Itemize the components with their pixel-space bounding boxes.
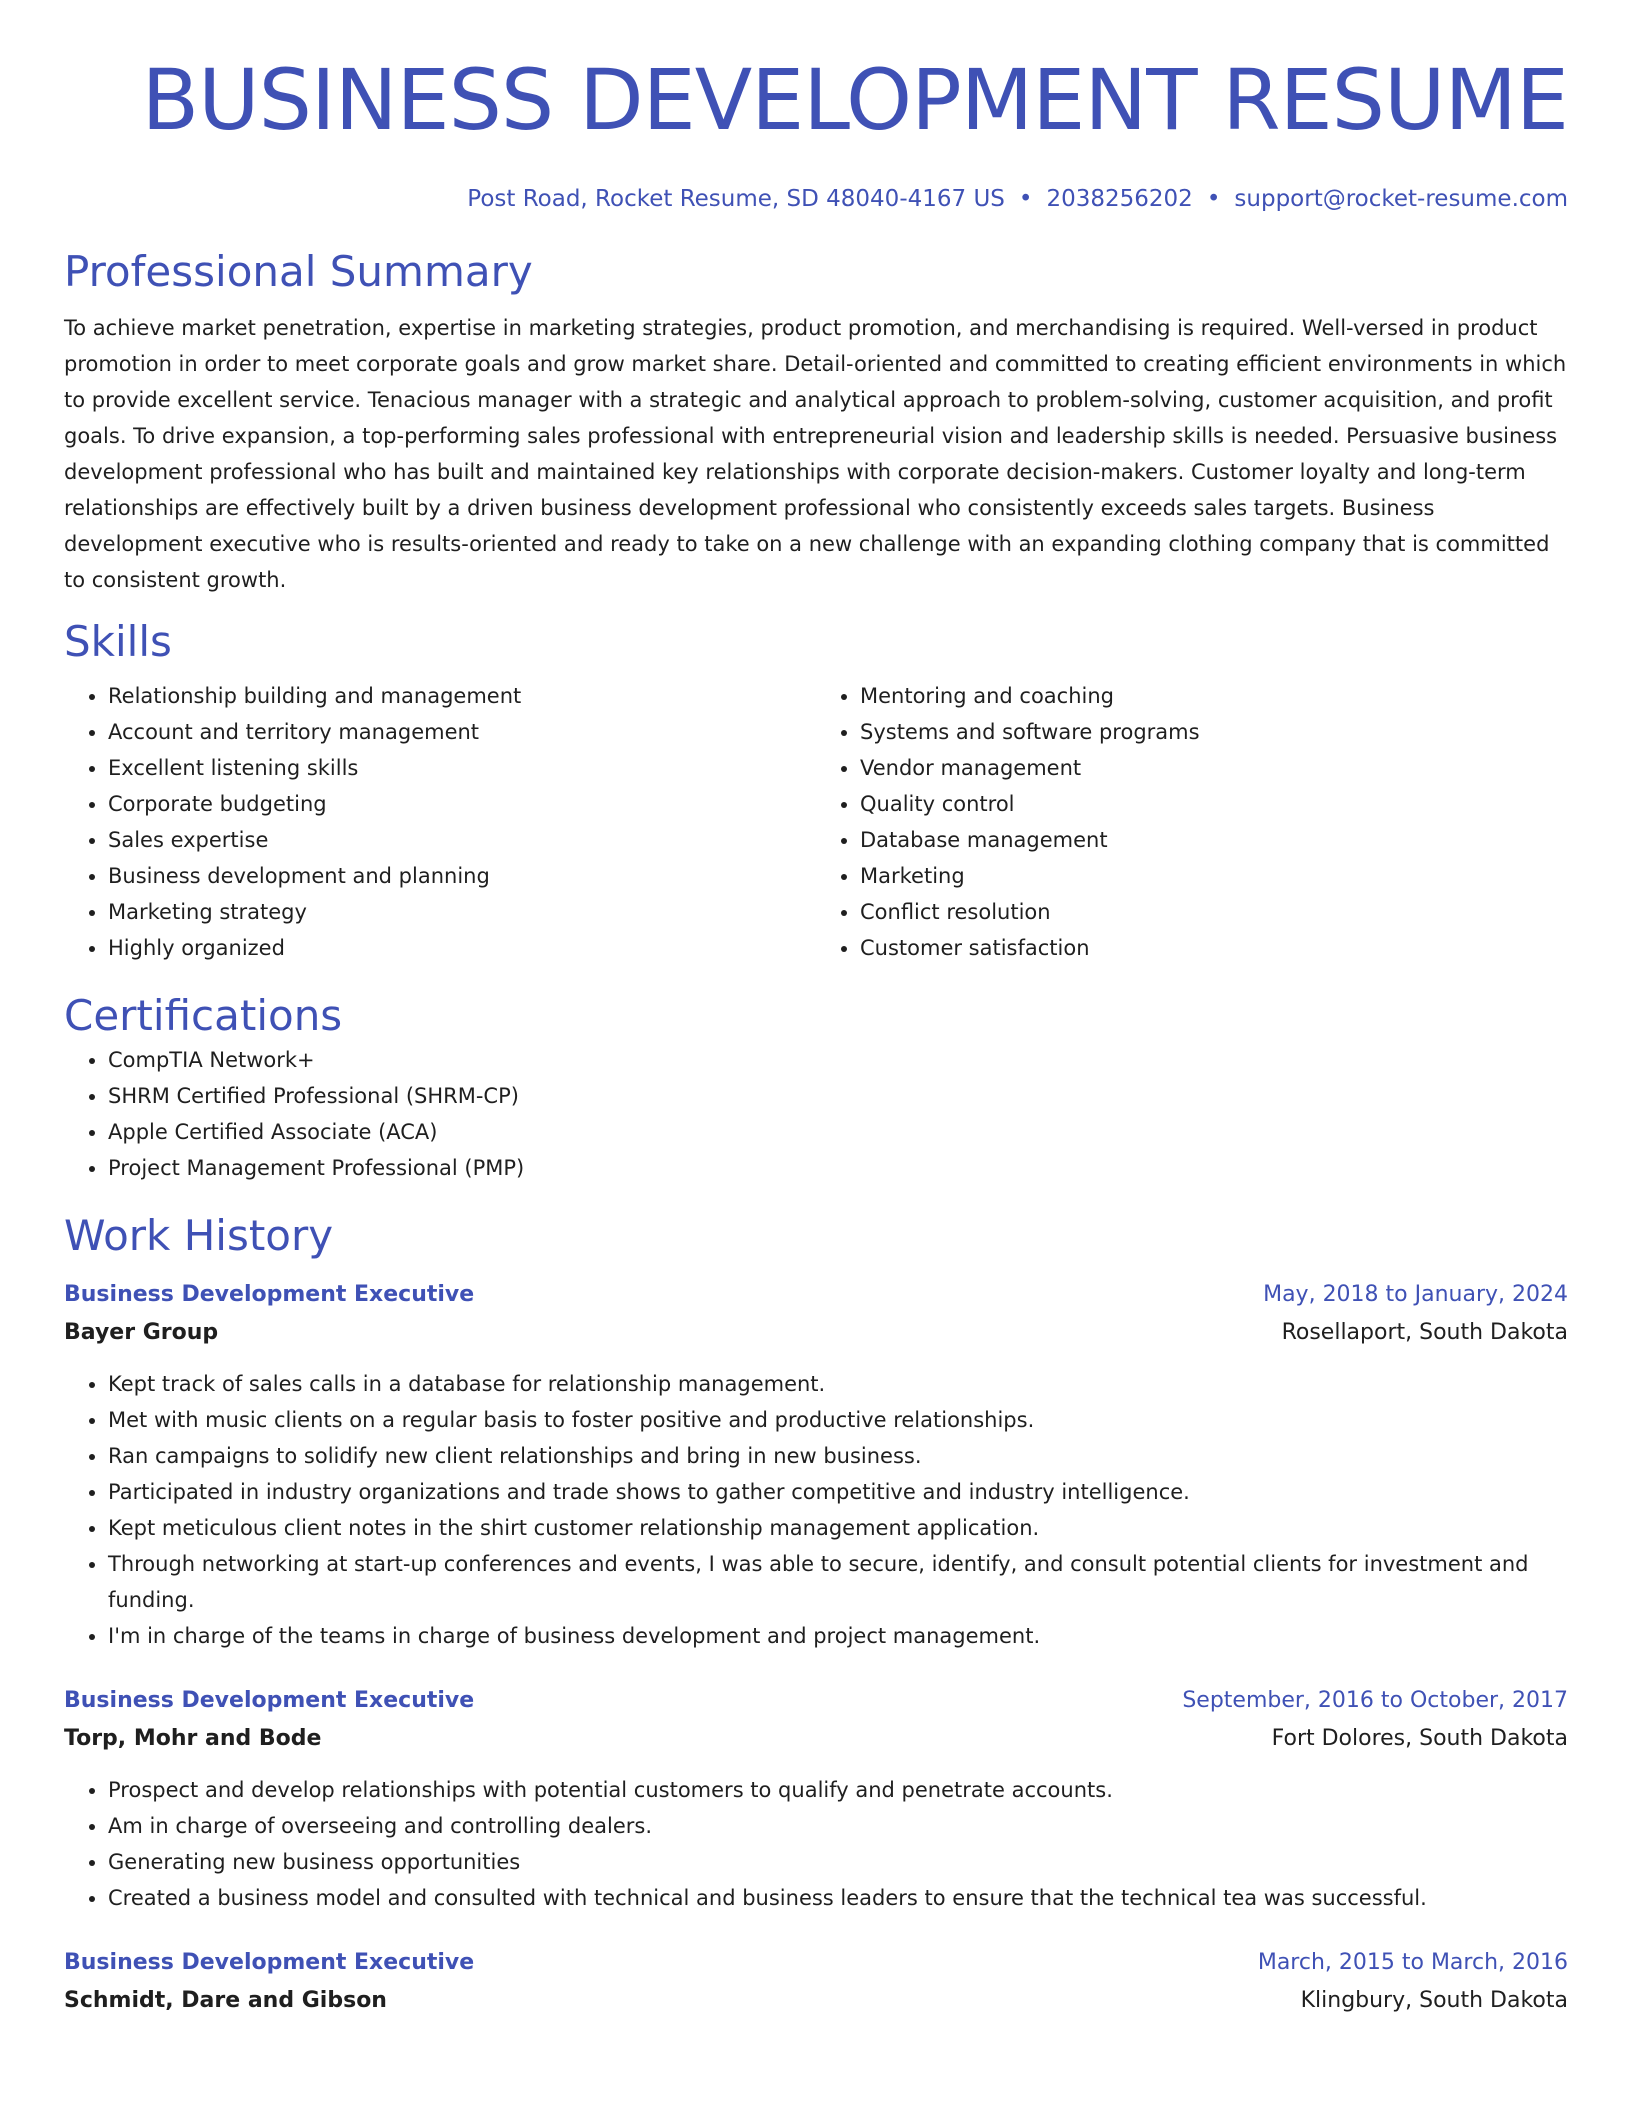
skill-item: • Mentoring and coaching — [860, 678, 1568, 714]
skill-item: • Excellent listening skills — [108, 750, 816, 786]
job-dates: May, 2018 to January, 2024 — [1263, 1282, 1568, 1307]
skill-item: • Account and territory management — [108, 714, 816, 750]
job-duty-item: • Participated in industry organizations and trade shows to gather competitive and industry intelligence. — [108, 1474, 1568, 1510]
summary-paragraph: To achieve market penetration, expertise in marketing strategies, product promotion, and merchandising is required. Well-versed in product promotion in order to meet corporate goals and grow market share. Detail-oriented and committed to creating efficient environments in which to provide excellent service. Tenacious manager with a strategic and analytical approach to problem-solving, customer acquisition, and profit goals. To drive expansion, a top-performing sales professional with entrepreneurial vision and leadership skills is needed. Persuasive business development professional who has built and maintained key relationships with corporate decision-makers. Customer loyalty and long-term relationships are effectively built by a driven business development professional who consistently exceeds sales targets. Business development executive who is results-oriented and ready to take on a new challenge with an expanding clothing company that is committed to consistent growth. — [64, 316, 1567, 592]
contact-separator: • — [1018, 186, 1033, 212]
job-entry — [64, 1276, 1568, 1654]
skills-list-right — [816, 678, 1568, 966]
job-duty-item: • Ran campaigns to solidify new client relationships and bring in new business. — [108, 1438, 1568, 1474]
job-entry — [64, 1682, 1568, 1916]
email-link[interactable]: support@rocket-resume.com — [1234, 186, 1568, 212]
phone-text: 2038256202 — [1046, 186, 1193, 212]
job-duty-item: • Am in charge of overseeing and controlling dealers. — [108, 1808, 1568, 1844]
job-duty-item: • I'm in charge of the teams in charge of business development and project management. — [108, 1618, 1568, 1654]
job-header-row — [64, 1944, 1568, 1982]
skill-item: • Business development and planning — [108, 858, 816, 894]
address-text: Post Road, Rocket Resume, SD 48040-4167 US — [467, 186, 1005, 212]
job-duty-item: • Created a business model and consulted with technical and business leaders to ensure that the technical tea was successful. — [108, 1880, 1568, 1916]
contact-line — [64, 184, 1568, 214]
job-duty-item: • Kept meticulous client notes in the shirt customer relationship management application. — [108, 1510, 1568, 1546]
skill-item: • Corporate budgeting — [108, 786, 816, 822]
skill-item: • Vendor management — [860, 750, 1568, 786]
contact-separator: • — [1206, 186, 1221, 212]
job-entry — [64, 1944, 1568, 2020]
job-title: Business Development Executive — [64, 1950, 475, 1975]
skill-item: • Sales expertise — [108, 822, 816, 858]
job-header-row — [64, 1276, 1568, 1314]
skill-item: • Highly organized — [108, 930, 816, 966]
skill-item: • Quality control — [860, 786, 1568, 822]
job-company: Bayer Group — [64, 1320, 219, 1345]
skills-section — [64, 616, 1568, 966]
job-company-row — [64, 1720, 1568, 1758]
job-title: Business Development Executive — [64, 1282, 475, 1307]
certifications-heading: Certifications — [64, 991, 343, 1040]
job-dates: September, 2016 to October, 2017 — [1182, 1688, 1568, 1713]
skill-item: • Systems and software programs — [860, 714, 1568, 750]
skill-item: • Relationship building and management — [108, 678, 816, 714]
job-duty-item: • Generating new business opportunities — [108, 1844, 1568, 1880]
certification-item: • Apple Certified Associate (ACA) — [108, 1114, 1568, 1150]
job-duty-item: • Prospect and develop relationships with potential customers to qualify and penetrate accounts. — [108, 1772, 1568, 1808]
resume-title: BUSINESS DEVELOPMENT RESUME — [141, 51, 1568, 149]
summary-section — [64, 246, 1568, 598]
job-duty-item: • Kept track of sales calls in a database for relationship management. — [108, 1366, 1568, 1402]
certifications-list — [64, 1042, 1568, 1186]
job-company-row — [64, 1982, 1568, 2020]
work-history-heading: Work History — [64, 1211, 334, 1260]
certification-item: • CompTIA Network+ — [108, 1042, 1568, 1078]
skill-item: • Customer satisfaction — [860, 930, 1568, 966]
job-location: Klingbury, South Dakota — [1300, 1988, 1568, 2013]
skills-list-left — [64, 678, 816, 966]
job-company: Torp, Mohr and Bode — [64, 1726, 322, 1751]
certifications-section — [64, 990, 1568, 1186]
job-duties-list — [64, 1772, 1568, 1916]
resume-header — [64, 0, 1568, 214]
certification-item: • SHRM Certified Professional (SHRM-CP) — [108, 1078, 1568, 1114]
job-title: Business Development Executive — [64, 1688, 475, 1713]
job-header-row — [64, 1682, 1568, 1720]
skills-heading: Skills — [64, 617, 172, 666]
skills-grid — [64, 678, 1568, 966]
certification-item: • Project Management Professional (PMP) — [108, 1150, 1568, 1186]
job-company: Schmidt, Dare and Gibson — [64, 1988, 387, 2013]
job-dates: March, 2015 to March, 2016 — [1257, 1950, 1568, 1975]
job-duties-list — [64, 1366, 1568, 1654]
job-location: Fort Dolores, South Dakota — [1271, 1726, 1568, 1751]
job-duty-item: • Through networking at start-up conferences and events, I was able to secure, identify, and consult potential clients for investment and funding. — [108, 1546, 1568, 1618]
skill-item: • Conflict resolution — [860, 894, 1568, 930]
job-company-row — [64, 1314, 1568, 1352]
summary-heading: Professional Summary — [64, 247, 533, 296]
job-duty-item: • Met with music clients on a regular basis to foster positive and productive relationships. — [108, 1402, 1568, 1438]
work-history-section — [64, 1210, 1568, 2020]
skill-item: • Marketing strategy — [108, 894, 816, 930]
skill-item: • Database management — [860, 822, 1568, 858]
skill-item: • Marketing — [860, 858, 1568, 894]
job-location: Rosellaport, South Dakota — [1281, 1320, 1568, 1345]
